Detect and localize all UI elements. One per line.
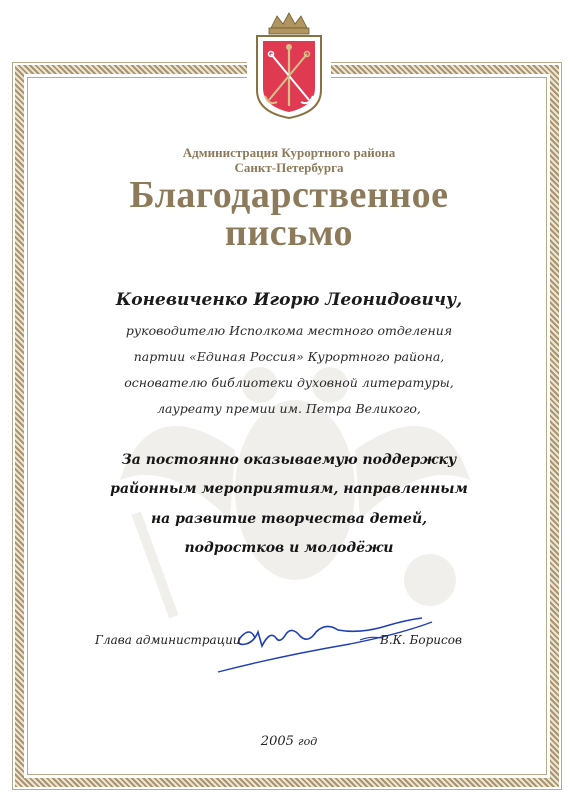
issuer-line-2: Санкт-Петербурга <box>234 160 344 175</box>
year-unit: год <box>298 735 318 748</box>
issuer-line-1: Администрация Курортного района <box>182 145 396 160</box>
document-date <box>0 734 578 749</box>
gratitude-reason-line: За постоянно оказываемую поддержку <box>121 452 457 468</box>
recipient-name: Коневиченко Игорю Леонидовичу, <box>115 290 463 310</box>
signatory-role: Глава администрации <box>95 633 241 647</box>
recipient-description-line: руководителю Исполкома местного отделения <box>125 323 453 338</box>
recipient-description-line: лауреату премии им. Петра Великого, <box>157 401 421 416</box>
gratitude-reason-line: на развитие творчества детей, <box>150 511 428 527</box>
st-petersburg-coat-of-arms-icon <box>247 10 331 120</box>
year-value: 2005 <box>260 734 294 749</box>
recipient-description-line: партии «Единая Россия» Курортного района, <box>133 349 445 364</box>
gratitude-reason-line: подростков и молодёжи <box>184 540 394 556</box>
signatory-name: В.К. Борисов <box>380 633 462 647</box>
gratitude-reason-line: районным мероприятиям, направленным <box>110 481 468 497</box>
document-title-line-1: Благодарственное <box>129 174 449 216</box>
recipient-description-line: основателю библиотеки духовной литературы, <box>124 375 454 390</box>
document-title-line-2: письмо <box>224 212 354 254</box>
